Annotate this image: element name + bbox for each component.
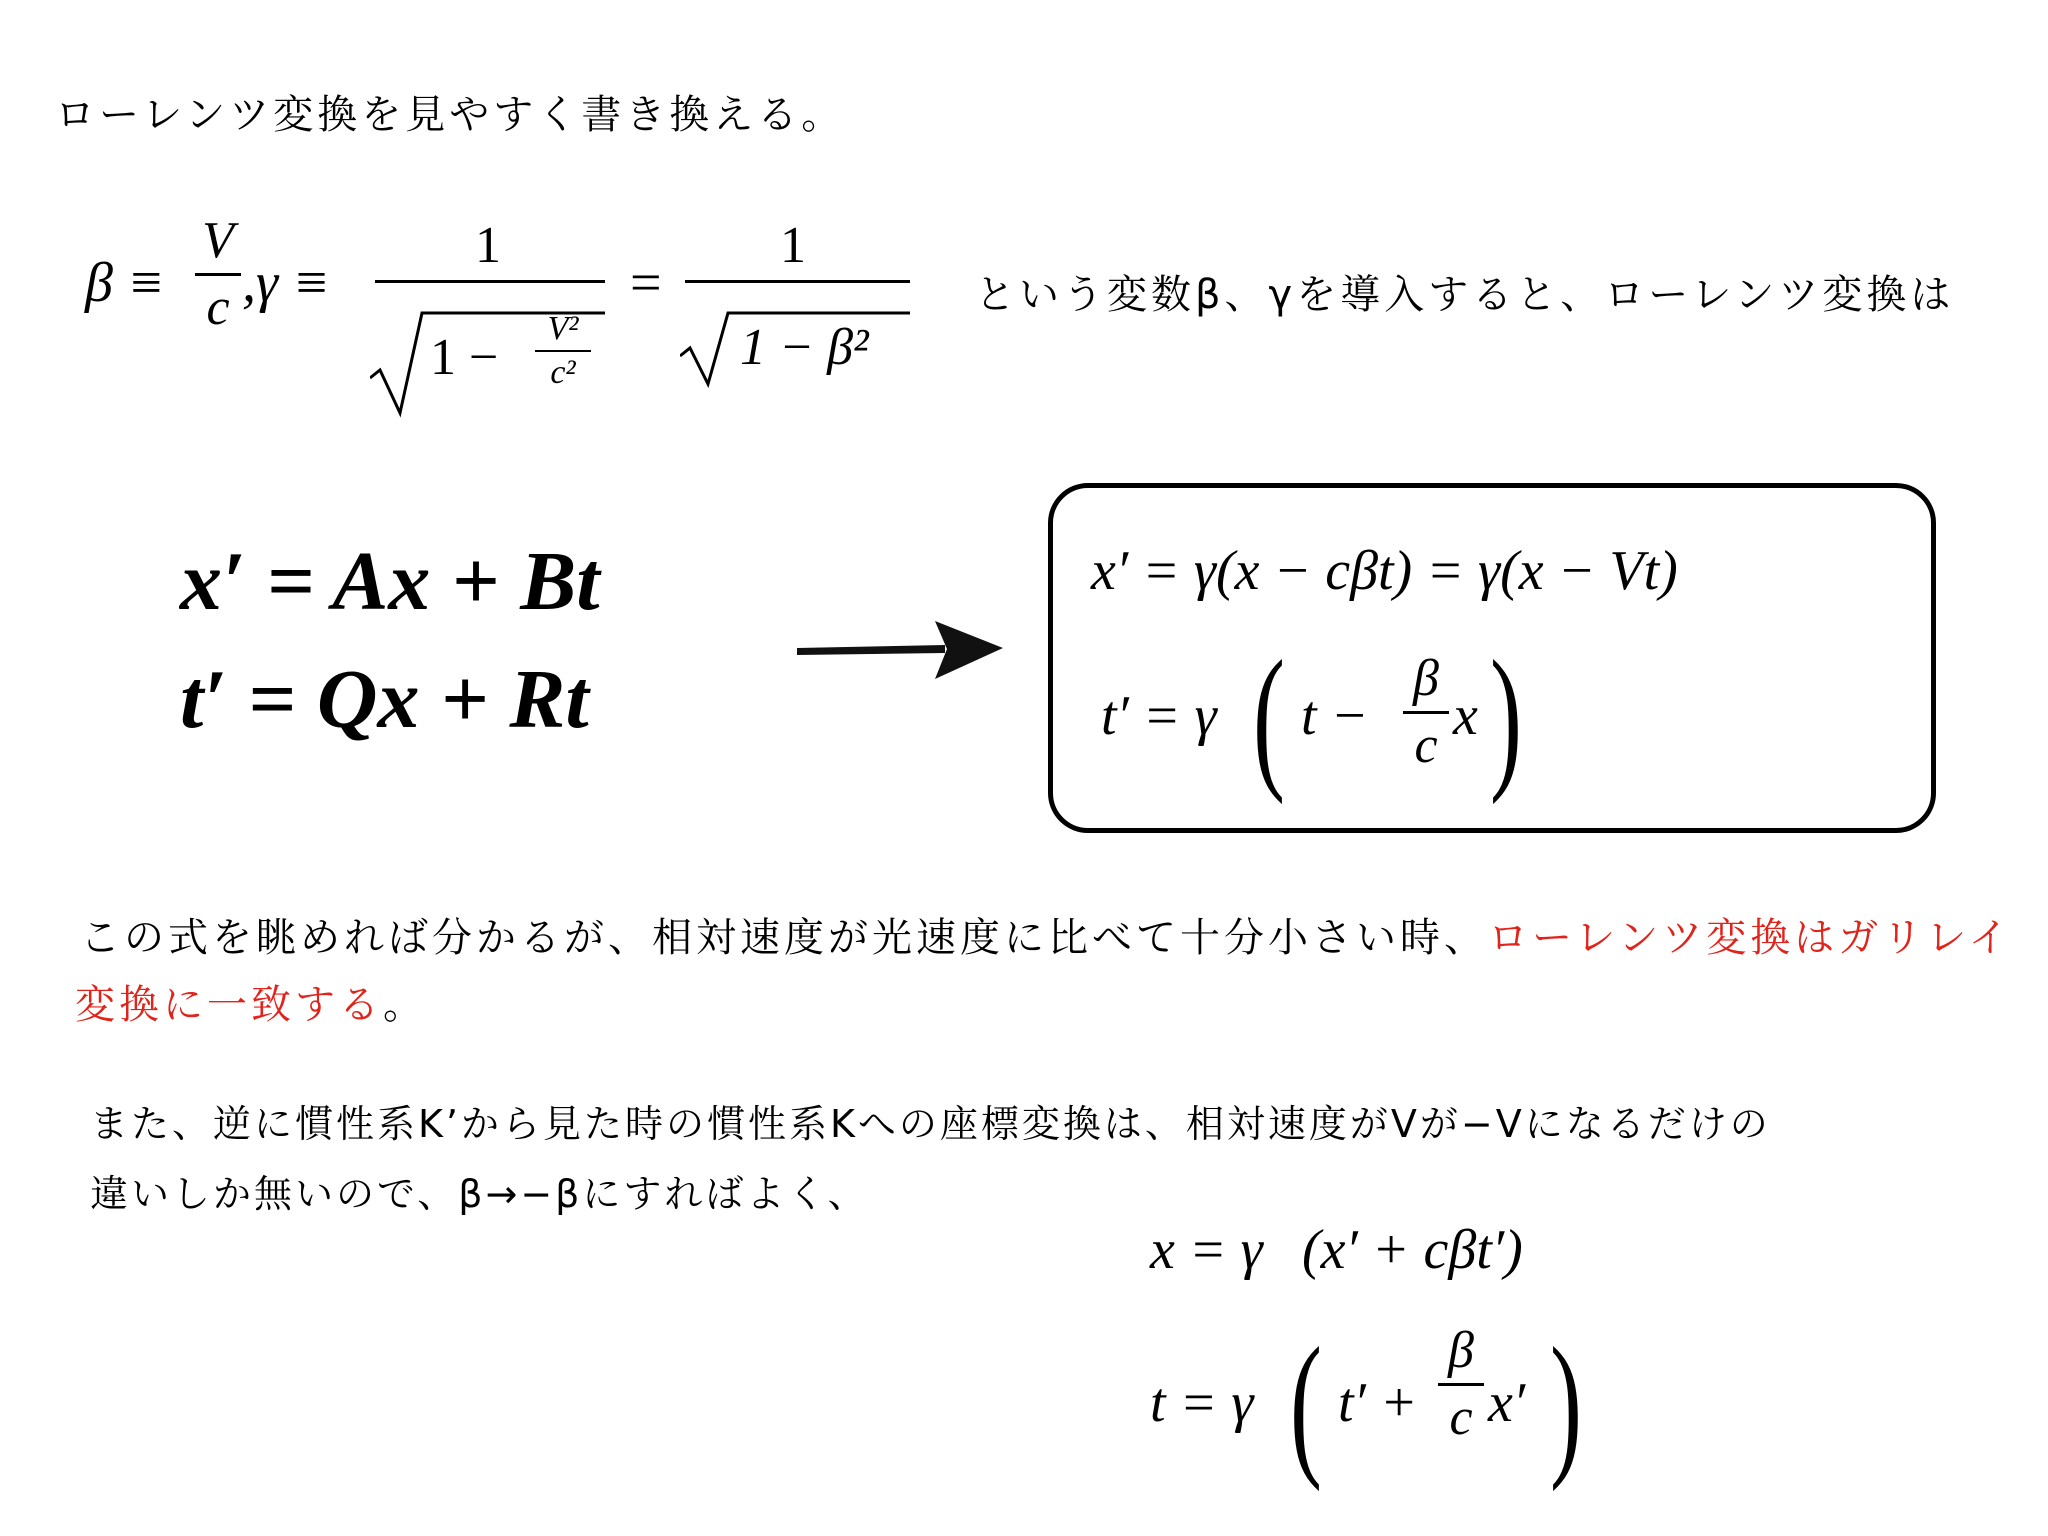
fraction-bar [1403,711,1449,714]
fraction-bar [685,280,910,283]
beta-definition-lhs: β ≡ [85,252,165,314]
definition-formula [80,200,940,420]
beta-numerator: β [1413,650,1439,707]
inverse-line1-lhs: x = γ [1150,1219,1263,1281]
v2-over-c2 [535,312,591,390]
gamma-numerator-1: 1 [475,217,501,274]
close-paren: ) [1490,627,1522,805]
general-transform-line2: t′ = Qx + Rt [180,653,589,746]
beta-numerator: V [202,212,234,269]
page-heading: ローレンツ変換を見やすく書き換える。 [55,92,846,138]
paragraph1-period: 。 [383,982,427,1028]
boxed-line2-lhs: t′ = γ [1101,685,1217,747]
c-squared: c² [550,354,576,391]
beta-numerator: β [1448,1322,1474,1379]
paragraph1-red: ローレンツ変換はガリレイ [1488,915,2013,961]
sqrt-inner-one-minus: 1 − [430,329,499,386]
open-paren: ( [1290,1314,1322,1492]
close-paren: ) [1550,1314,1582,1492]
paragraph2-line1: また、逆に慣性系K’から見た時の慣性系Kへの座標変換は、相対速度がVが−Vになるだけの [90,1102,1771,1146]
inverse-line1-inner: (x′ + cβt′) [1302,1219,1523,1281]
c-denominator: c [1449,1389,1473,1446]
paragraph2-line2: 違いしか無いので、β→−βにすればよく、 [90,1172,869,1216]
sqrt-rhs: 1 − β² [740,319,869,376]
boxed-line2-inner-post: x [1453,685,1478,747]
beta-over-c [1438,1322,1484,1446]
fraction-bar [535,350,591,352]
inverse-transform [1150,1205,1650,1525]
gamma-definition-lhs: ,γ ≡ [242,252,330,314]
right-arrow-icon [795,615,1015,685]
paragraph1-line2 [75,982,427,1028]
v-squared: V² [547,310,579,347]
inverse-line2-lhs: t = γ [1150,1372,1254,1434]
boxed-line1: x′ = γ(x − cβt) = γ(x − Vt) [1091,540,1678,602]
inverse-line2-inner-pre: t′ + [1338,1372,1418,1434]
boxed-transform [1048,483,1936,833]
beta-over-c [1403,650,1449,774]
inverse-line2-inner-post: x′ [1488,1372,1526,1434]
equals-sign: = [630,252,662,314]
open-paren: ( [1253,627,1285,805]
paragraph1-line1 [80,915,2013,961]
intro-text: という変数β、γを導入すると、ローレンツ変換は [975,272,1955,318]
fraction-bar [375,280,605,283]
gamma-numerator-1b: 1 [780,217,806,274]
c-denominator: c [1414,717,1438,774]
general-transform-line1: x′ = Ax + Bt [180,535,600,628]
boxed-line2-inner-pre: t − [1301,685,1369,747]
fraction-bar [1438,1383,1484,1386]
beta-denominator: c [206,279,230,336]
paragraph1-black: この式を眺めれば分かるが、相対速度が光速度に比べて十分小さい時、 [80,915,1488,961]
paragraph1-red2: 変換に一致する [75,982,383,1028]
beta-fraction [195,212,241,336]
fraction-bar [195,273,241,276]
